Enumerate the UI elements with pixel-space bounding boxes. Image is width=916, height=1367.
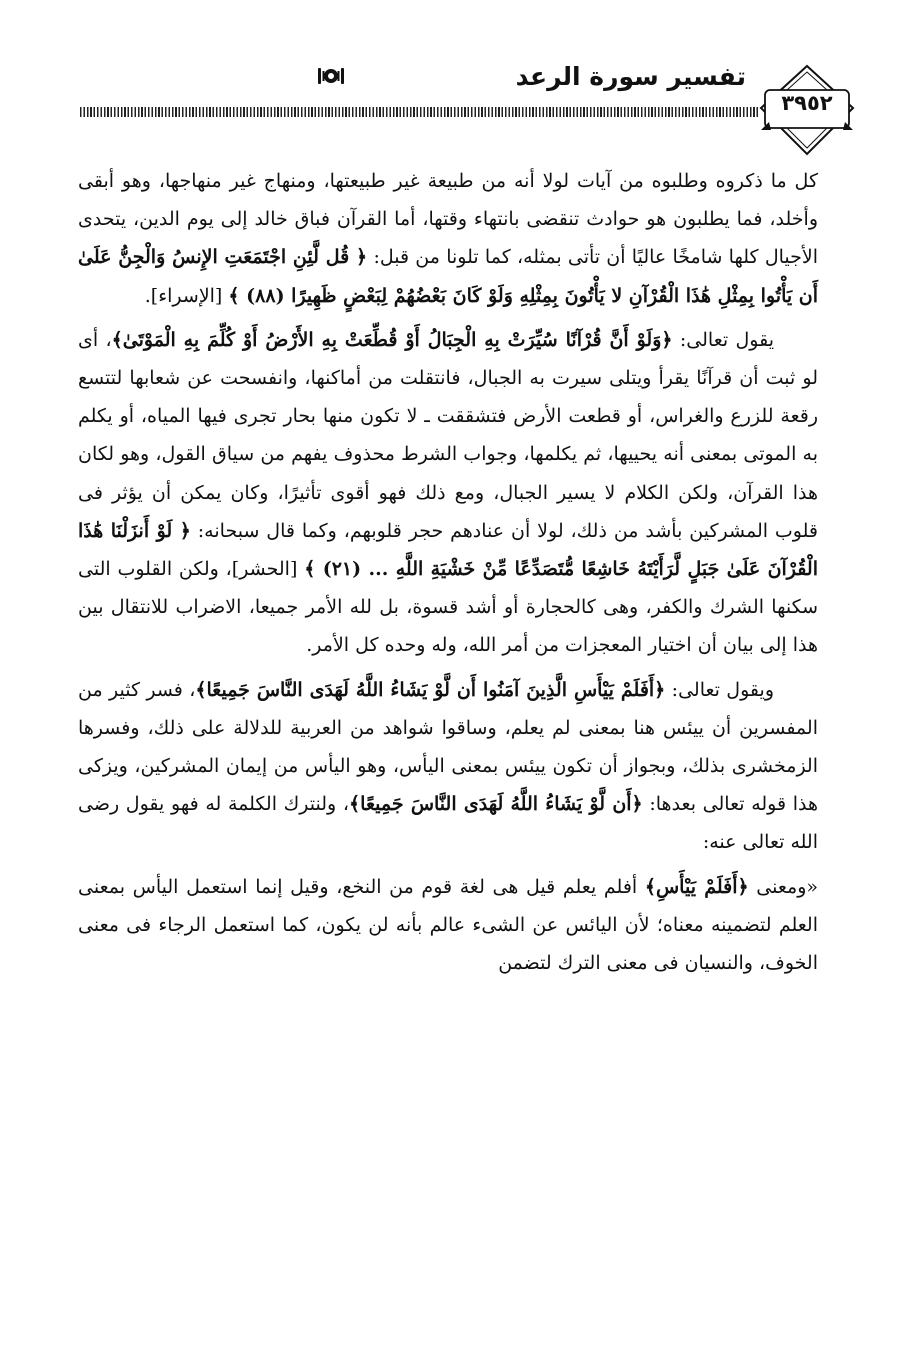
commentary-text: أفلم يعلم قيل هى لغة قوم من النخع، وقيل إنما استعمل اليأس بمعنى العلم لتضمينه معناه؛ لأن اليائس عن الشىء عالم بأنه لن يكون، كما استعمل الرجاء فى معنى الخوف، والنسيان فى معنى الترك لتضمن bbox=[78, 875, 818, 975]
commentary-text: [الحشر]، ولكن القلوب التى سكنها الشرك والكفر، وهى كالحجارة أو أشد قسوة، بل لله الأمر جميعا، الاضراب للانتقال بين هذا إلى بيان أن اختيار المعجزات من أمر الله، وله وحده كل الأمر. bbox=[78, 558, 818, 657]
paragraph bbox=[78, 671, 818, 862]
paragraph bbox=[78, 321, 818, 665]
quran-verse: ﴿أَن لَّوْ يَشَاءُ اللَّهُ لَهَدَى النَّاسَ جَمِيعًا﴾ bbox=[349, 793, 643, 816]
page-number: ٣٩٥٢ bbox=[781, 91, 833, 115]
running-header-title: تفسير سورة الرعد bbox=[515, 62, 746, 91]
commentary-text: ويقول تعالى: bbox=[665, 678, 774, 701]
flower-ornament-icon bbox=[316, 64, 346, 88]
quran-verse: ﴿ قُل لَّئِنِ اجْتَمَعَتِ الإِنسُ وَالْجِنُّ عَلَىٰ أَن يَأْتُوا بِمِثْلِ هَٰذَا الْقُرْآنِ لا يَأْتُونَ بِمِثْلِهِ وَلَوْ كَانَ بَعْضُهُمْ لِبَعْضٍ ظَهِيرًا (٨٨) ﴾ bbox=[78, 246, 818, 307]
quran-verse: ﴿أَفَلَمْ يَيْأَسِ﴾ bbox=[644, 875, 749, 898]
commentary-text: «ومعنى bbox=[748, 875, 818, 898]
commentary-text: يقول تعالى: bbox=[672, 328, 775, 351]
surah-reference: [الإسراء]. bbox=[144, 284, 229, 307]
commentary-text: ، أى لو ثبت أن قرآنًا يقرأ ويتلى سيرت به الجبال، فانتقلت من أماكنها، وانفسحت عن شعابها لتتسع رقعة للزرع والغراس، أو قطعت الأرض فتشققت ـ لا تكون منها بحار تجرى فيها المياه، أو يكلم به الموتى بمعنى أنه يحييها، ثم يكلمها، وجواب الشرط محذوف يفهم من سياق القول، وهو لكان هذا القرآن، ولكن الكلام لا يسير الجبال، ومع ذلك فهو أقوى تأثيرًا، وكان يمكن أن يؤثر فى قلوب المشركين بأشد من ذلك، لولا أن عنادهم حجر قلوبهم، وكما قال سبحانه: bbox=[78, 328, 818, 542]
tafsir-body-text bbox=[78, 162, 818, 982]
quoted-paragraph bbox=[78, 868, 818, 983]
paragraph bbox=[78, 162, 818, 315]
quran-verse: ﴿ لَوْ أَنزَلْنَا هَٰذَا الْقُرْآنَ عَلَىٰ جَبَلٍ لَّرَأَيْتَهُ خَاشِعًا مُّتَصَدِّعًا مِّنْ خَشْيَةِ اللَّهِ ... (٢١) ﴾ bbox=[78, 519, 818, 581]
commentary-text: كل ما ذكروه وطلبوه من آيات لولا أنه من طبيعة غير طبيعتها، ومنهاج غير منهاجها، وهو أبقى وأخلد، فما يطلبون هو حوادث تنقضى بانتهاء وقتها، أما القرآن فباق خالد إلى يوم الدين، يتحدى الأجيال كلها شامخًا عاليًا أن تأتى بمثله، كما تلونا من قبل: bbox=[78, 170, 818, 269]
commentary-text: ، ولنترك الكلمة له فهو يقول رضى الله تعالى عنه: bbox=[78, 793, 818, 854]
commentary-text: ، فسر كثير من المفسرين أن ييئس هنا بمعنى لم يعلم، وساقوا شواهد من العربية للدلالة على ذلك، وفسرها الزمخشرى بذلك، وبجواز أن تكون ييئس بمعنى اليأس، وهو اليأس من إيمان المشركين، ويزكى هذا قوله تعالى بعدها: bbox=[78, 678, 819, 816]
header-divider bbox=[80, 107, 760, 117]
quran-verse: ﴿أَفَلَمْ يَيْأَسِ الَّذِينَ آمَنُوا أَن لَّوْ يَشَاءُ اللَّهُ لَهَدَى النَّاسَ جَمِيعًا﴾ bbox=[195, 678, 666, 701]
quran-verse: ﴿وَلَوْ أَنَّ قُرْآنًا سُيِّرَتْ بِهِ الْجِبَالُ أَوْ قُطِّعَتْ بِهِ الأَرْضُ أَوْ كُلِّمَ بِهِ الْمَوْتَىٰ﴾ bbox=[111, 328, 673, 351]
